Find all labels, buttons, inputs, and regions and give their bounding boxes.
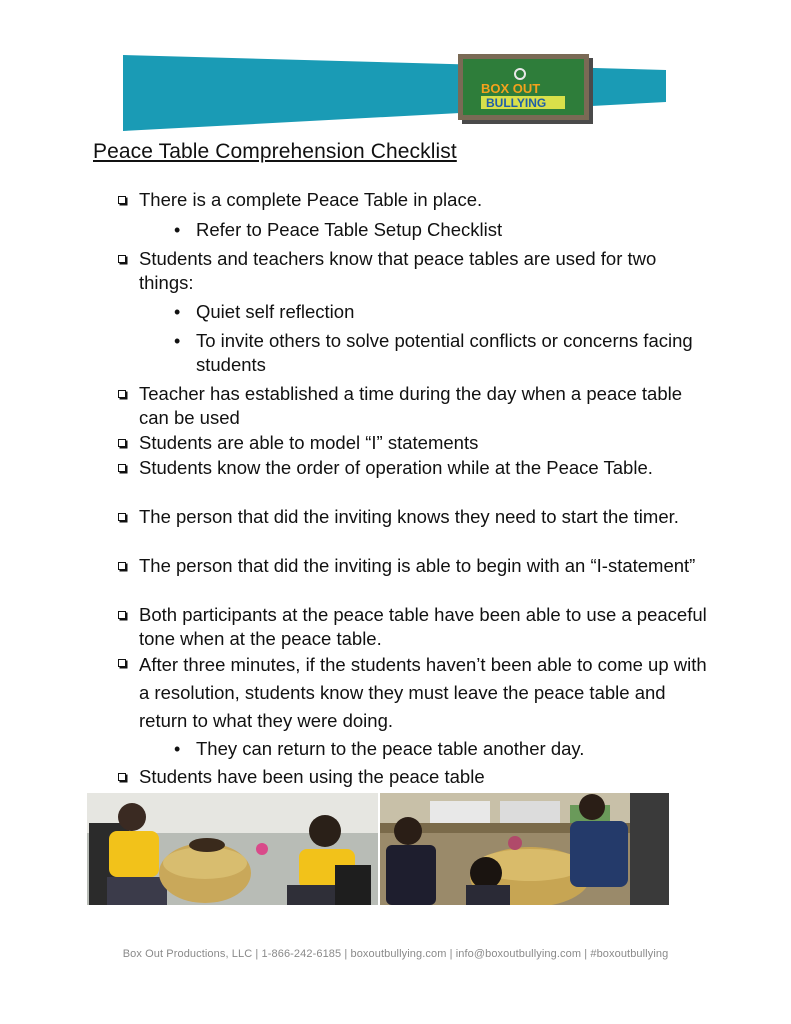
checklist-item — [139, 765, 709, 789]
checkbox-icon — [118, 255, 126, 263]
checklist-subitem — [174, 300, 706, 324]
checklist-item-text: The person that did the inviting is able to begin with an “I-statement” — [139, 555, 696, 576]
checklist-item — [139, 456, 709, 480]
checklist-item-text: Students know the order of operation while at the Peace Table. — [139, 457, 653, 478]
checklist-item-text: Teacher has established a time during the day when a peace table can be used — [139, 383, 683, 428]
checklist-item-text: After three minutes, if the students haven’t been able to come up with a resolution, students know they must leave the peace table and return to what they were doing. — [139, 654, 707, 731]
bullet-icon: • — [174, 220, 181, 240]
checkbox-icon — [118, 773, 126, 781]
checklist-item-text: Both participants at the peace table have been able to use a peaceful tone when at the peace table. — [139, 604, 707, 649]
checklist-item — [139, 188, 709, 212]
checklist-subitem — [174, 737, 706, 761]
checkbox-icon — [118, 196, 126, 204]
checklist-subitem — [174, 218, 706, 242]
checkbox-icon — [118, 464, 126, 472]
bullet-icon: • — [174, 302, 181, 322]
checkbox-icon — [118, 562, 126, 570]
checkbox-icon — [118, 513, 126, 521]
box-out-bullying-logo — [458, 54, 593, 124]
checklist-subitem-text: Quiet self reflection — [196, 301, 355, 322]
checklist-item-text: Students have been using the peace table — [139, 766, 485, 787]
checkbox-icon — [118, 439, 126, 447]
checklist-item — [139, 505, 709, 529]
checklist-subitem-text: They can return to the peace table another day. — [196, 738, 585, 759]
checklist-item — [139, 603, 709, 651]
checklist-item-text: The person that did the inviting knows they need to start the timer. — [139, 506, 679, 527]
checklist-item-text: There is a complete Peace Table in place. — [139, 189, 483, 210]
checklist-item — [139, 554, 709, 578]
checklist-item — [139, 431, 709, 455]
checklist-subitem — [174, 329, 706, 377]
checkbox-icon — [118, 659, 126, 667]
checklist-item-text: Students are able to model “I” statements — [139, 432, 479, 453]
checklist-item — [139, 651, 709, 735]
checklist-item-text: Students and teachers know that peace tables are used for two things: — [139, 248, 657, 293]
peace-table-photo-left — [87, 793, 378, 905]
peace-table-photo-right — [380, 793, 669, 905]
page-title: Peace Table Comprehension Checklist — [93, 140, 457, 163]
checklist-subitem-text: To invite others to solve potential conflicts or concerns facing students — [196, 330, 693, 375]
bullet-icon: • — [174, 331, 181, 351]
logo-line2: BULLYING — [486, 96, 547, 110]
checklist-item — [139, 382, 709, 430]
header-banner — [0, 0, 791, 140]
footer-contact: Box Out Productions, LLC | 1-866-242-6185 | boxoutbullying.com | info@boxoutbullying.com | #boxoutbullying — [122, 948, 669, 960]
checklist-item — [139, 247, 709, 295]
checklist-subitem-text: Refer to Peace Table Setup Checklist — [196, 219, 503, 240]
bullet-icon: • — [174, 739, 181, 759]
checkbox-icon — [118, 390, 126, 398]
logo-line1: BOX OUT — [481, 81, 541, 96]
checkbox-icon — [118, 611, 126, 619]
